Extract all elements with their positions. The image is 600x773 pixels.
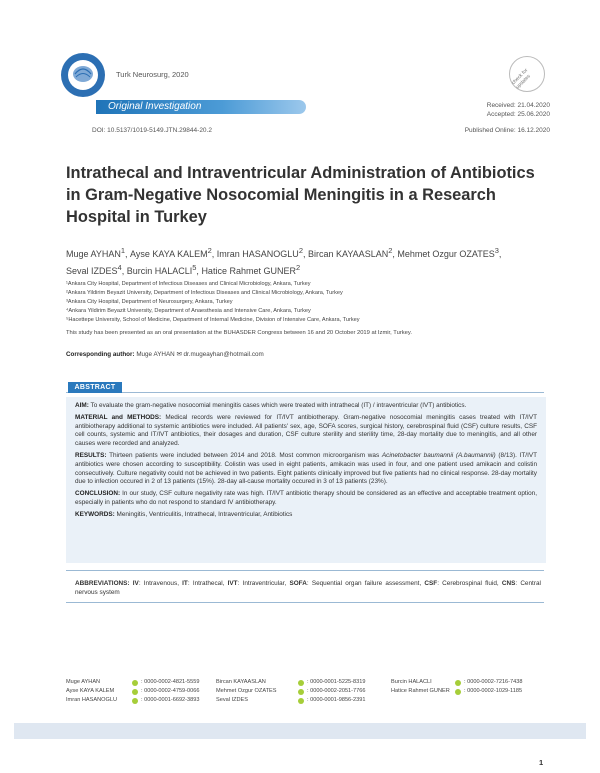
published-online-date: Published Online: 16.12.2020	[464, 127, 550, 134]
orcid-list	[66, 678, 546, 705]
author: Mehmet Ozgur OZATES$^3$,	[397, 246, 502, 259]
orcid-icon	[298, 680, 304, 686]
abstract-label: ABSTRACT	[68, 382, 122, 393]
affiliation: ⁴Ankara Yildirim Beyazit University, Department of Anaesthesia and Intensive Care, Ankara, Turkey	[66, 308, 311, 314]
corresponding-label: Corresponding author:	[66, 351, 135, 358]
author: Burcin HALACLI$^5$,	[126, 263, 202, 276]
orcid-icon	[132, 680, 138, 686]
affiliation: ¹Ankara City Hospital, Department of Infectious Diseases and Clinical Microbiology, Ankara, Turkey	[66, 281, 311, 287]
orcid-icon	[132, 689, 138, 695]
received-date: Received: 21.04.2020	[486, 102, 550, 109]
abstract-results: RESULTS: Thirteen patients were included between 2014 and 2018. Most common microorganism was Acinetobacter baumannii (A.baumannii) (8/13). IT/IVT antibiotics were chosen according to susceptibility. Colistin was used in eight patients, amikacin was used in four, and one patient used amikacin and colistin consecutively. Culture negativity could not be achieved in two patients. Eight patients clinically improved but five patients had no clinical response. 28-day mortality due to infection occured in 2 of 13 patients (15%). 28-day all-cause mortality occured in 3 of 13 patients (23%).	[75, 451, 538, 486]
author: Hatice Rahmet GUNER$^2$	[201, 263, 301, 276]
article-dates	[487, 101, 550, 119]
author: Seval IZDES$^4$,	[66, 263, 127, 276]
affiliations	[66, 280, 536, 325]
affiliation: ²Ankara Yildirim Beyazit University, Department of Infectious Diseases and Clinical Microbiology, Ankara, Turkey	[66, 290, 343, 296]
author: Imran HASANOGLU$^2$,	[216, 246, 308, 259]
corresponding-author	[66, 351, 264, 358]
orcid-entry: Seval IZDES : 0000-0001-9856-2391	[216, 697, 366, 703]
abbreviations: ABBREVIATIONS: IV: Intravenous, IT: Intrathecal, IVT: Intraventricular, SOFA: Sequential organ failure assessment, CSF: Cerebrospinal fluid, CNS: Central nervous system	[75, 580, 541, 596]
journal-citation: Turk Neurosurg, 2020	[116, 70, 189, 79]
abstract-text	[75, 402, 537, 523]
abstract-keywords: KEYWORDS: Meningitis, Ventriculitis, Intrathecal, Intraventricular, Antibiotics	[75, 510, 293, 518]
orcid-icon	[455, 680, 461, 686]
abbreviations-divider-bottom	[66, 602, 544, 603]
author: Muge AYHAN$^1$,	[66, 246, 131, 259]
orcid-entry: Mehmet Ozgur OZATES : 0000-0002-2051-7766	[216, 688, 366, 694]
page-number: 1	[539, 758, 544, 767]
orcid-entry: Burcin HALACLI : 0000-0002-7216-7438	[391, 679, 523, 685]
email-icon: ✉	[176, 351, 182, 358]
check-for-updates-icon[interactable]: check for updates	[502, 49, 553, 100]
orcid-icon	[132, 698, 138, 704]
orcid-icon	[298, 698, 304, 704]
abbreviations-divider-top	[66, 570, 544, 571]
author: Bircan KAYAASLAN$^2$,	[308, 246, 398, 259]
abstract-conclusion: CONCLUSION: In our study, CSF culture negativity rate was high. IT/IVT antibiotic therapy should be considered as an effective and acceptable treatment option, especially in patients who do not respond to standard IV antibiotherapy.	[75, 490, 537, 506]
abstract-divider	[66, 392, 544, 393]
orcid-icon	[298, 689, 304, 695]
orcid-entry: Hatice Rahmet GUNER : 0000-0002-1029-1185	[391, 688, 523, 694]
orcid-icon	[455, 689, 461, 695]
orcid-entry: Imran HASANOGLU : 0000-0001-6692-3893	[66, 697, 200, 703]
author-list	[66, 244, 536, 278]
article-title: Intrathecal and Intraventricular Administration of Antibiotics in Gram-Negative Nosocomial Meningitis in a Research Hospital in Turkey	[66, 164, 535, 226]
corresponding-email[interactable]: dr.mugeayhan@hotmail.com	[183, 351, 264, 358]
author: Ayse KAYA KALEM$^2$,	[130, 246, 217, 259]
corresponding-name: Muge AYHAN	[136, 351, 175, 358]
orcid-entry: Bircan KAYAASLAN : 0000-0001-5225-8319	[216, 679, 366, 685]
doi[interactable]: DOI: 10.5137/1019-5149.JTN.29844-20.2	[92, 127, 212, 134]
section-label: Original Investigation	[108, 101, 202, 112]
orcid-entry: Muge AYHAN : 0000-0002-4821-5559	[66, 679, 200, 685]
presentation-note: This study has been presented as an oral presentation at the BUHASDER Congress between 16 and 20 October 2019 at Izmir, Turkey.	[66, 330, 412, 336]
affiliation: ⁵Hacettepe University, School of Medicine, Department of Internal Medicine, Division of Intensive Care, Ankara, Turkey	[66, 317, 360, 323]
journal-logo-icon	[60, 52, 106, 98]
footer-bar	[14, 723, 586, 739]
accepted-date: Accepted: 25.06.2020	[486, 111, 550, 118]
abstract-methods: MATERIAL and METHODS: Medical records were reviewed for IT/IVT antibiotherapy. Gram-negative nosocomial meningitis cases treated with IT/IVT antibiotherapy additional to systemic antibiotics were included. All patients' sex, age, SOFA scores, surgical history, cerebrospinal fluid (CSF) culture results, CSF cell counts, systemic and IT/IVT antibiotics, their dosages and duration, CSF culture sterility and sterility time, 28-day mortality due to meningitis, and all other causes were recorded and analyzed.	[75, 413, 537, 448]
abstract-aim: AIM: To evaluate the gram-negative nosocomial meningitis cases which were treated with intrathecal (IT) / intraventricular (IVT) antibiotics.	[75, 402, 467, 409]
orcid-entry: Ayse KAYA KALEM : 0000-0002-4759-0066	[66, 688, 200, 694]
affiliation: ³Ankara City Hospital, Department of Neurosurgery, Ankara, Turkey	[66, 299, 233, 305]
